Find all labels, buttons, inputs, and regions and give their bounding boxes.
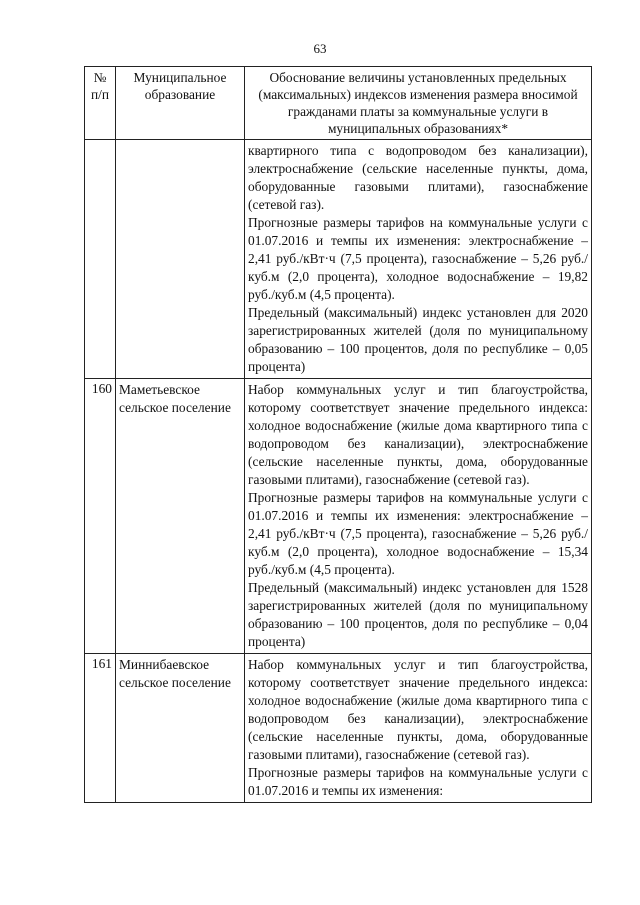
- justification-paragraph: Набор коммунальных услуг и тип благоустройства, которому соответствует значение предельного индекса: холодное водоснабжение (жилые дома квартирного типа с водопроводом без канализации), электроснабжение (сельские населенные пункты, дома, оборудованные газовыми плитами), газоснабжение (сетевой газ).: [248, 657, 588, 762]
- table-row: [85, 379, 592, 654]
- row-justification: [245, 140, 592, 379]
- row-municipality: [116, 140, 245, 379]
- justification-paragraph: Набор коммунальных услуг и тип благоустройства, которому соответствует значение предельного индекса: холодное водоснабжение (жилые дома квартирного типа с водопроводом без канализации), электроснабжение (сельские населенные пункты, дома, оборудованные газовыми плитами), газоснабжение (сетевой газ).: [248, 382, 588, 487]
- justification-paragraph: квартирного типа с водопроводом без канализации), электроснабжение (сельские населенные пункты, дома, оборудованные газовыми плитами), газоснабжение (сетевой газ).: [248, 143, 588, 212]
- header-number: № п/п: [85, 67, 116, 140]
- table-row: [85, 140, 592, 379]
- row-justification: [245, 379, 592, 654]
- justification-paragraph: Прогнозные размеры тарифов на коммунальные услуги с 01.07.2016 и темпы их изменения: электроснабжение – 2,41 руб./кВт·ч (7,5 процента), газоснабжение – 5,26 руб./куб.м (2,0 процента), холодное водоснабжение – 19,82 руб./куб.м (4,5 процента).: [248, 215, 588, 302]
- tariff-table: [84, 66, 592, 803]
- justification-paragraph: Предельный (максимальный) индекс установлен для 1528 зарегистрированных жителей (доля по муниципальному образованию – 100 процентов, доля по республике – 0,04 процента): [248, 580, 588, 649]
- justification-paragraph: Предельный (максимальный) индекс установлен для 2020 зарегистрированных жителей (доля по муниципальному образованию – 100 процентов, доля по республике – 0,05 процента): [248, 305, 588, 374]
- row-number: [85, 140, 116, 379]
- header-justification: Обоснование величины установленных предельных (максимальных) индексов изменения размера вносимой гражданами платы за коммунальные услуги в муниципальных образованиях*: [245, 67, 592, 140]
- row-justification: [245, 654, 592, 803]
- justification-paragraph: Прогнозные размеры тарифов на коммунальные услуги с 01.07.2016 и темпы их изменения:: [248, 765, 588, 798]
- table-row: [85, 654, 592, 803]
- row-number: 160: [85, 379, 116, 654]
- row-municipality: Миннибаевское сельское поселение: [116, 654, 245, 803]
- row-number: 161: [85, 654, 116, 803]
- header-municipality: Муниципальное образование: [116, 67, 245, 140]
- row-municipality: Маметьевское сельское поселение: [116, 379, 245, 654]
- table-header-row: [85, 67, 592, 140]
- justification-paragraph: Прогнозные размеры тарифов на коммунальные услуги с 01.07.2016 и темпы их изменения: электроснабжение – 2,41 руб./кВт·ч (7,5 процента), газоснабжение – 5,26 руб./куб.м (2,0 процента), холодное водоснабжение – 15,34 руб./куб.м (4,5 процента).: [248, 490, 588, 577]
- page-number: 63: [313, 41, 327, 56]
